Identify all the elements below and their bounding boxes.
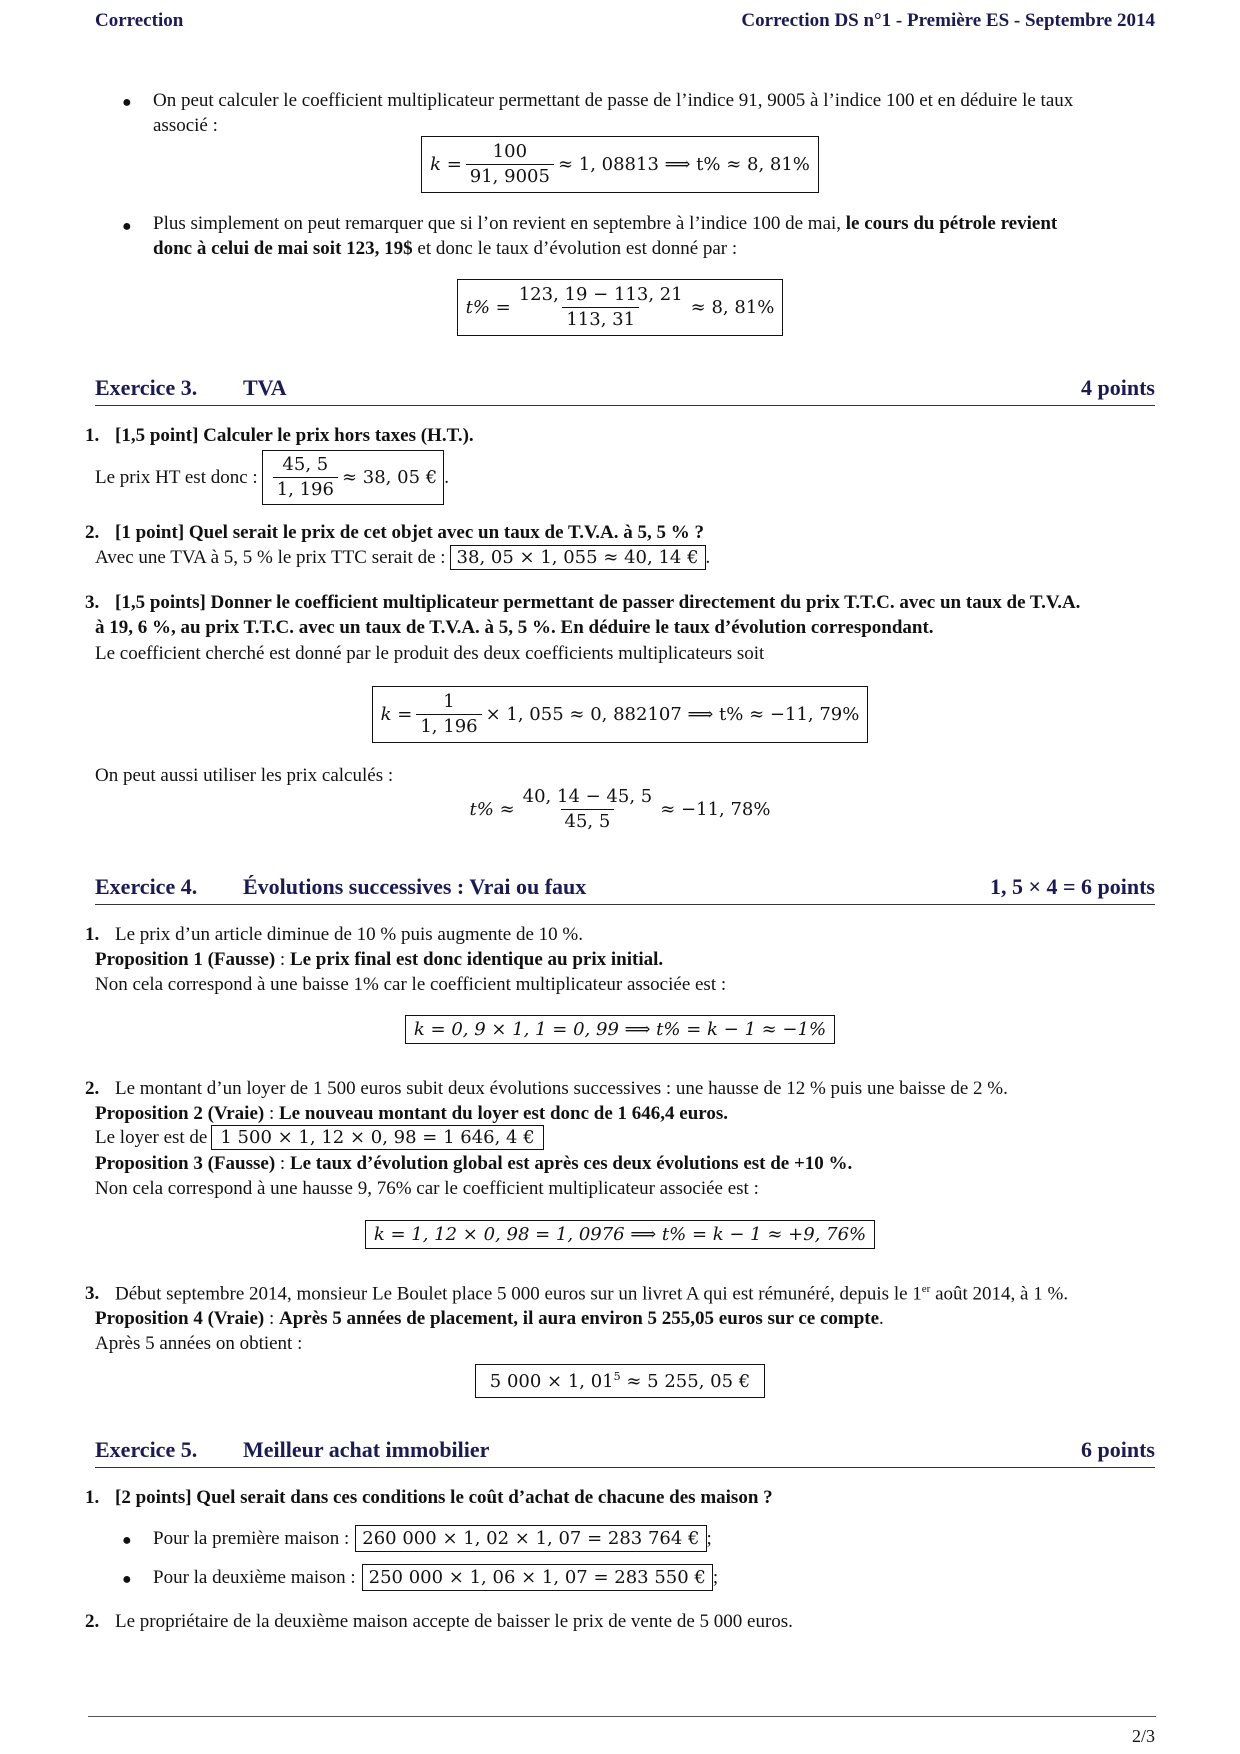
footer-rule xyxy=(88,1716,1156,1717)
ex5-house-1: Pour la première maison : 260 000 × 1, 02 × 1, 07 = 283 764 € ; xyxy=(153,1525,712,1552)
page-number: 2/3 xyxy=(1131,1726,1155,1746)
equation-k-tva: k = $\frac{1}{1, 196}$ × 1, 055 ≈ 0, 882107 ⟹ t% ≈ −11, 79% xyxy=(0,686,1240,743)
header-right: Correction DS n°1 - Première ES - Septembre 2014 xyxy=(741,10,1155,31)
bullet-icon: ● xyxy=(122,1532,132,1549)
ex3-q1-number: 1. xyxy=(85,425,100,446)
exercise-3-label: Exercice 3. xyxy=(95,375,198,400)
ex5-house-2: Pour la deuxième maison : 250 000 × 1, 06 × 1, 07 = 283 550 € ; xyxy=(153,1564,718,1591)
exercise-5-points: 6 points xyxy=(1081,1437,1155,1462)
ex4-proposition-2: Proposition 2 (Vraie) : Le nouveau montant du loyer est donc de 1 646,4 euros. xyxy=(95,1103,728,1124)
equation-p3: k = 1, 12 × 0, 98 = 1, 0976 ⟹ t% = k − 1 ≈ +9, 76% xyxy=(0,1220,1240,1249)
ex3-q2-number: 2. xyxy=(85,522,100,543)
ex3-q3-line1: [1,5 points] Donner le coefficient multiplicateur permettant de passer directement du prix T.T.C. avec un taux de T.V.A. xyxy=(115,592,1081,613)
ex4-p2-expl: Le loyer est de 1 500 × 1, 12 × 0, 98 = 1 646, 4 € xyxy=(95,1125,544,1150)
ex4-p3-expl: Non cela correspond à une hausse 9, 76% car le coefficient multiplicateur associée est : xyxy=(95,1178,759,1199)
ex4-i3-number: 3. xyxy=(85,1283,100,1304)
exercise-5-label: Exercice 5. xyxy=(95,1437,198,1462)
bullet-icon: ● xyxy=(122,94,132,111)
ex3-a3-alt: On peut aussi utiliser les prix calculés : xyxy=(95,765,394,786)
exercise-4-points: 1, 5 × 4 = 6 points xyxy=(989,874,1155,899)
bullet-icon: ● xyxy=(122,1571,132,1588)
exercise-3-points: 4 points xyxy=(1081,375,1155,400)
ex4-i2-number: 2. xyxy=(85,1078,100,1099)
ex4-i1-number: 1. xyxy=(85,924,100,945)
ex3-a2: Avec une TVA à 5, 5 % le prix TTC serait de : 38, 05 × 1, 055 ≈ 40, 14 € . xyxy=(95,546,711,568)
ex4-p1-expl: Non cela correspond à une baisse 1% car le coefficient multiplicateur associée est : xyxy=(95,974,727,995)
exercise-4-name: Évolutions successives : Vrai ou faux xyxy=(243,874,587,899)
ex3-a3-text: Le coefficient cherché est donné par le produit des deux coefficients multiplicateurs soit xyxy=(95,643,765,664)
exercise-3-title xyxy=(95,375,1155,406)
ex4-proposition-1: Proposition 1 (Fausse) : Le prix final est donc identique au prix initial. xyxy=(95,949,664,970)
ex4-i1-text: Le prix d’un article diminue de 10 % puis augmente de 10 %. xyxy=(115,924,584,945)
equation-t-prices: t% ≈ $\frac{40, 14 - 45, 5}{45, 5}$ ≈ −11, 78% xyxy=(469,786,771,832)
ex4-p4-expl: Après 5 années on obtient : xyxy=(95,1333,303,1354)
intro-bullet2-line2: donc à celui de mai soit 123, 19$ et donc le taux d’évolution est donné par : xyxy=(153,238,738,259)
ex3-q1: [1,5 point] Calculer le prix hors taxes (H.T.). xyxy=(115,425,474,446)
ex5-q1: [2 points] Quel serait dans ces conditions le coût d’achat de chacune des maison ? xyxy=(115,1487,773,1508)
ex3-a1: Le prix HT est donc : $\frac{45, 5}{1, 196}$ ≈ 38, 05 € . xyxy=(95,450,449,505)
exercise-5-name: Meilleur achat immobilier xyxy=(243,1437,490,1462)
ex5-q1-number: 1. xyxy=(85,1487,100,1508)
header-left: Correction xyxy=(95,10,184,31)
ex3-q3-number: 3. xyxy=(85,592,100,613)
ex3-q3-line2: à 19, 6 %, au prix T.T.C. avec un taux de T.V.A. à 5, 5 %. En déduire le taux d’évolution correspondant. xyxy=(95,617,934,638)
equation-p4: 5 000 × 1, $01^5 \approx 5$ 255, 05 € xyxy=(0,1364,1240,1398)
ex5-q2: Le propriétaire de la deuxième maison accepte de baisser le prix de vente de 5 000 euros. xyxy=(115,1611,793,1632)
ex5-q2-number: 2. xyxy=(85,1611,100,1632)
intro-bullet1-line1: On peut calculer le coefficient multiplicateur permettant de passe de l’indice 91, 9005 à l’indice 100 et en déduire le taux xyxy=(153,90,1074,111)
exercise-4-title xyxy=(95,874,1155,905)
exercise-3-name: TVA xyxy=(243,375,287,400)
exercise-4-label: Exercice 4. xyxy=(95,874,198,899)
equation-p1: k = 0, 9 × 1, 1 = 0, 99 ⟹ t% = k − 1 ≈ −1% xyxy=(0,1015,1240,1044)
equation-t-oil: t% = $\frac{123, 19 - 113, 21}{113, 31}$ ≈ 8, 81% xyxy=(0,279,1240,336)
ex4-proposition-3: Proposition 3 (Fausse) : Le taux d’évolution global est après ces deux évolutions est de +10 %. xyxy=(95,1153,853,1174)
intro-bullet1-line2: associé : xyxy=(153,115,218,136)
ex4-i3-text: Début septembre 2014, monsieur Le Boulet place 5 000 euros sur un livret A qui est rémunéré, depuis le 1er août 2014, à 1 %. xyxy=(115,1283,1069,1305)
bullet-icon: ● xyxy=(122,218,132,235)
exercise-5-title xyxy=(95,1437,1155,1468)
ex3-q2: [1 point] Quel serait le prix de cet objet avec un taux de T.V.A. à 5, 5 % ? xyxy=(115,522,704,543)
ex4-i2-text: Le montant d’un loyer de 1 500 euros subit deux évolutions successives : une hausse de 12 % puis une baisse de 2 %. xyxy=(115,1078,1008,1099)
equation-k-100: k = $\frac{100}{91, 9005}$ ≈ 1, 08813 ⟹ t% ≈ 8, 81% xyxy=(0,136,1240,193)
ex4-proposition-4: Proposition 4 (Vraie) : Après 5 années de placement, il aura environ 5 255,05 euros sur ce compte. xyxy=(95,1308,884,1329)
intro-bullet2-line1: Plus simplement on peut remarquer que si l’on revient en septembre à l’indice 100 de mai, le cours du pétrole revient xyxy=(153,213,1058,234)
